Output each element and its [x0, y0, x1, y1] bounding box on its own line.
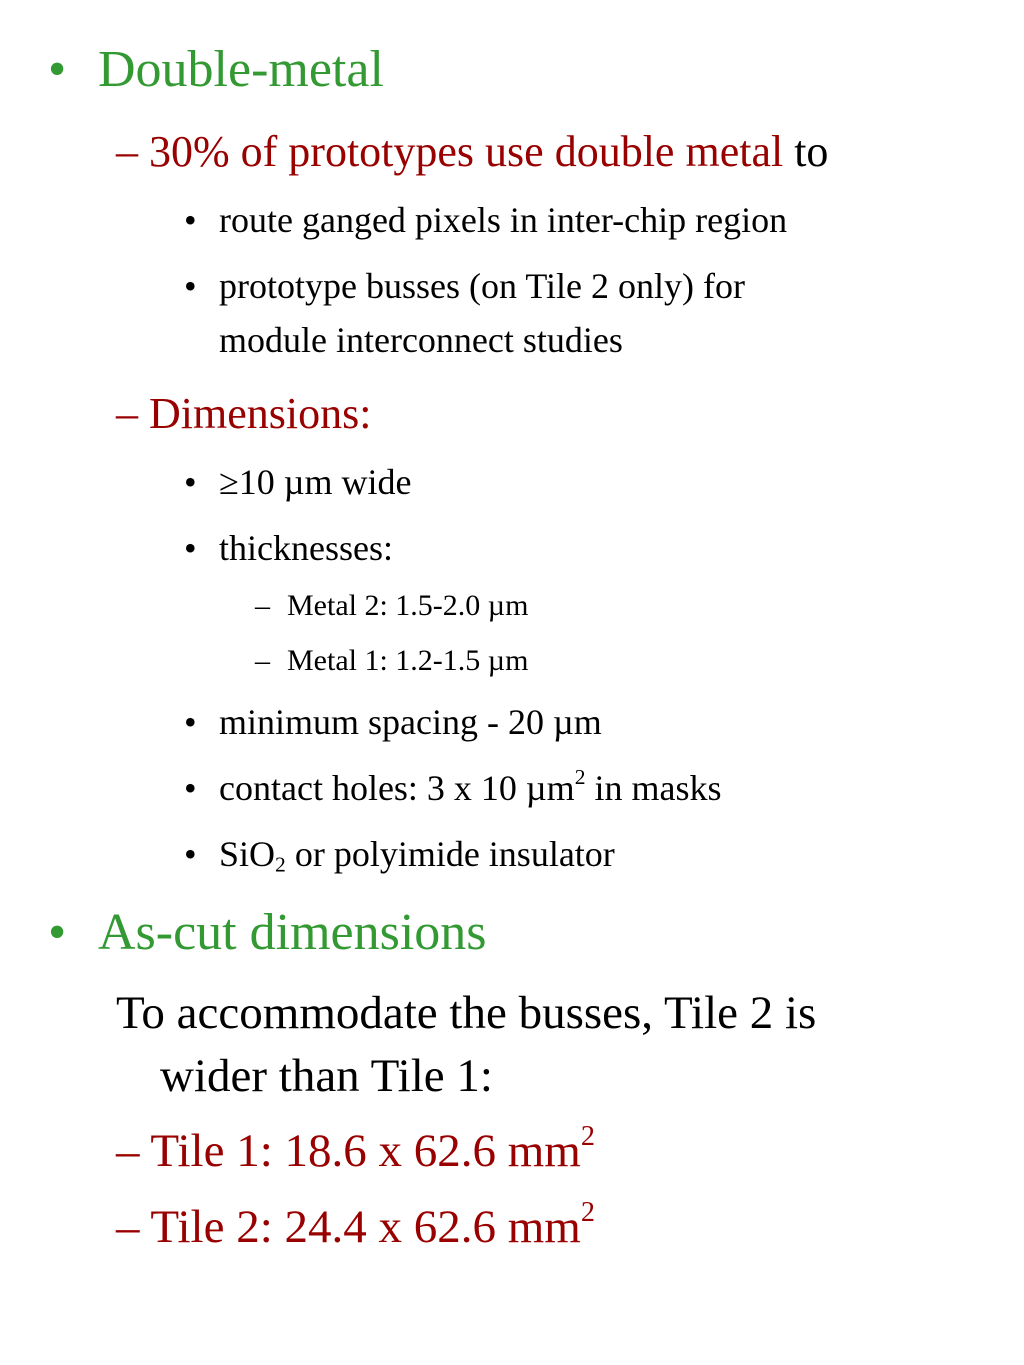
- bullet-contact-holes: •: [184, 768, 197, 808]
- bullet-double-metal: •: [48, 41, 67, 98]
- bullet-prototype-busses: •: [184, 266, 197, 306]
- item-insulator: [219, 834, 615, 877]
- usage-red-text: 30% of prototypes use double metal: [149, 127, 784, 176]
- bullet-as-cut: •: [48, 904, 67, 961]
- item-contact-holes: [219, 764, 722, 808]
- item-metal-1: Metal 1: 1.2-1.5 µm: [287, 644, 529, 677]
- contact-holes-prefix: contact holes: 3 x 10 µm: [219, 768, 575, 808]
- dimensions-label: Dimensions:: [149, 389, 372, 438]
- dimensions-dash: –: [116, 389, 138, 438]
- insulator-prefix: SiO: [219, 834, 276, 874]
- insulator-suffix: or polyimide insulator: [285, 834, 615, 874]
- tile-2-dash: –: [116, 1201, 140, 1253]
- tile-2-text: Tile 2: 24.4 x 62.6 mm: [150, 1201, 581, 1253]
- contact-holes-sup: 2: [574, 764, 586, 789]
- heading-as-cut: As-cut dimensions: [98, 904, 487, 961]
- tile-1-sup: 2: [580, 1120, 595, 1152]
- tile-1-text: Tile 1: 18.6 x 62.6 mm: [150, 1125, 581, 1177]
- bullet-spacing: •: [184, 702, 197, 742]
- as-cut-paragraph-line2: wider than Tile 1:: [160, 1050, 493, 1102]
- bullet-insulator: •: [184, 834, 197, 874]
- dash-metal-1: –: [255, 644, 270, 677]
- tile-2-sup: 2: [580, 1196, 595, 1228]
- usage-dash: –: [116, 127, 138, 176]
- usage-line: [116, 127, 829, 176]
- item-route-ganged: route ganged pixels in inter-chip region: [219, 200, 788, 240]
- insulator-sub: 2: [275, 852, 286, 877]
- item-width: ≥10 µm wide: [219, 462, 412, 502]
- heading-double-metal: Double-metal: [98, 41, 384, 98]
- bullet-thicknesses: •: [184, 528, 197, 568]
- tile-1-dimensions: [116, 1120, 595, 1177]
- usage-black-text: to: [794, 127, 829, 176]
- contact-holes-suffix: in masks: [585, 768, 722, 808]
- dash-metal-2: –: [255, 589, 270, 622]
- bullet-route: •: [184, 200, 197, 240]
- as-cut-paragraph-line1: To accommodate the busses, Tile 2 is: [116, 987, 817, 1039]
- item-spacing: minimum spacing - 20 µm: [219, 702, 602, 742]
- tile-2-dimensions: [116, 1196, 595, 1253]
- item-metal-2: Metal 2: 1.5-2.0 µm: [287, 589, 529, 622]
- item-module-interconnect: module interconnect studies: [219, 320, 623, 360]
- tile-1-dash: –: [116, 1125, 140, 1177]
- bullet-width: •: [184, 462, 197, 502]
- item-prototype-busses: prototype busses (on Tile 2 only) for: [219, 266, 745, 306]
- dimensions-heading: [116, 389, 372, 438]
- item-thicknesses: thicknesses:: [219, 528, 393, 568]
